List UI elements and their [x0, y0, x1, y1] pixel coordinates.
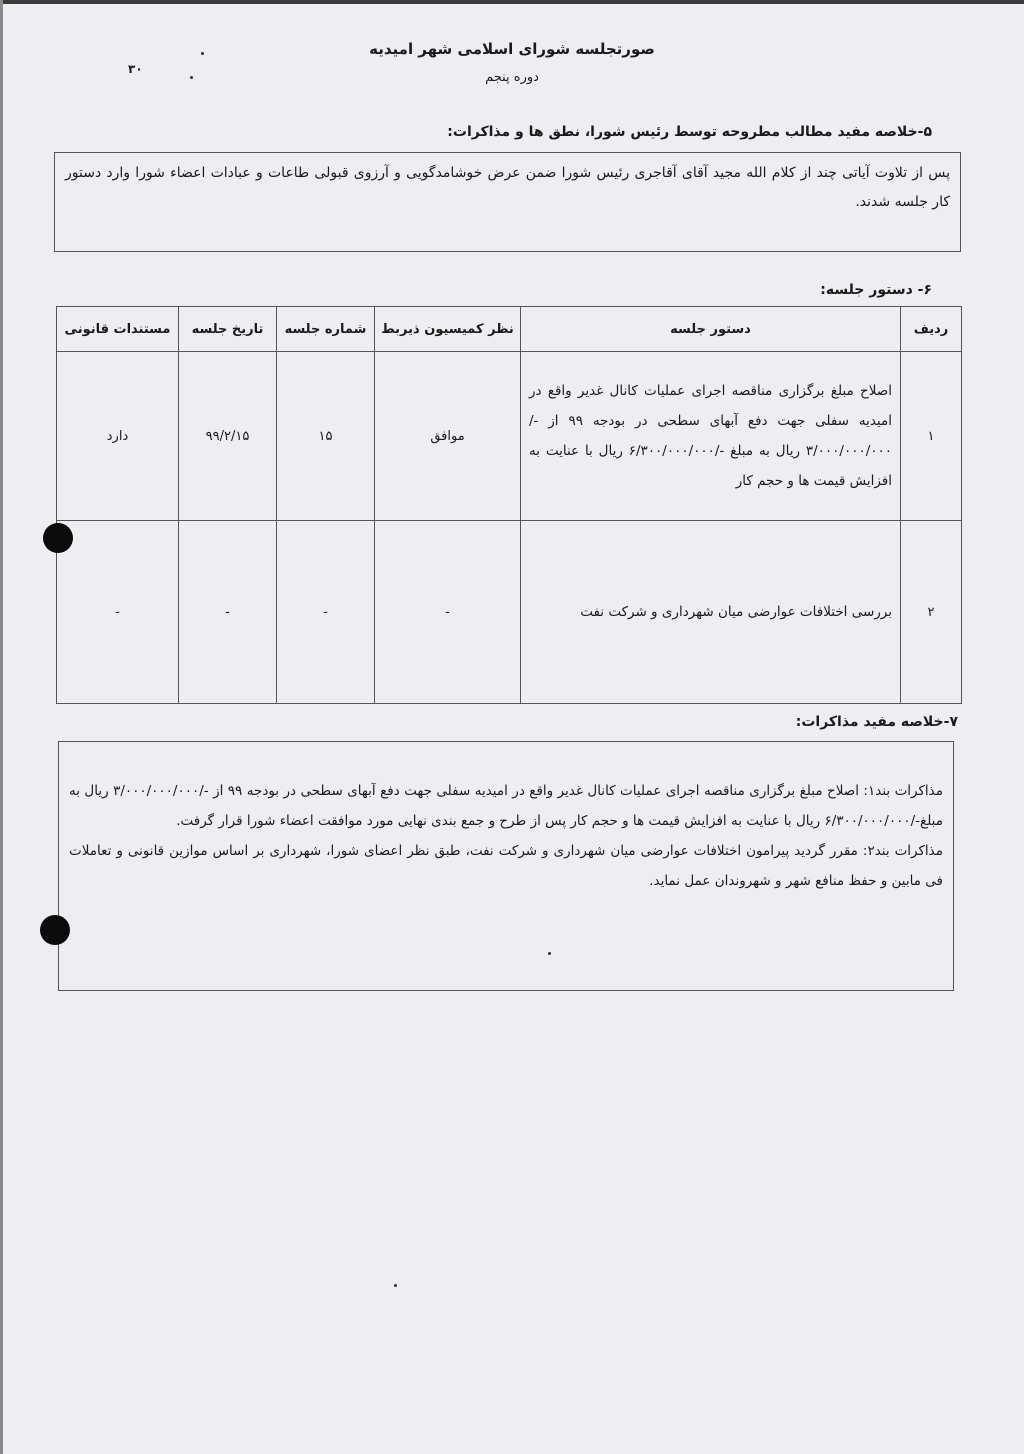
cell-row-number: ۲	[901, 521, 962, 704]
section7-heading: ۷-خلاصه مفید مذاکرات:	[795, 714, 958, 730]
col-header-agenda: دستور جلسه	[521, 307, 901, 352]
cell-session-number: ۱۵	[277, 352, 375, 521]
section6-heading: ۶- دستور جلسه:	[820, 282, 932, 298]
scan-speck	[548, 952, 551, 955]
corner-mark: ۳۰	[128, 62, 143, 76]
cell-legal-docs: دارد	[57, 352, 179, 521]
cell-agenda: اصلاح مبلغ برگزاری مناقصه اجرای عملیات کانال غدیر واقع در امیدیه سفلی جهت دفع آبهای سطحی در بودجه ۹۹ از -/۳/۰۰۰/۰۰۰/۰۰۰ ریال به مبلغ -/۶/۳۰۰/۰۰۰/۰۰۰ ریال با عنایت به افزایش قیمت ها و حجم کار	[521, 352, 901, 521]
col-header-session-date: تاریخ جلسه	[179, 307, 277, 352]
cell-agenda: بررسی اختلافات عوارضی میان شهرداری و شرکت نفت	[521, 521, 901, 704]
col-header-legal-docs: مستندات قانونی	[57, 307, 179, 352]
document-subtitle: دوره پنجم	[485, 70, 539, 85]
cell-session-number: -	[277, 521, 375, 704]
scan-edge-top	[0, 0, 1024, 4]
cell-commission: موافق	[375, 352, 521, 521]
table-row	[57, 521, 962, 704]
discussion-item-1: مذاکرات بند۱: اصلاح مبلغ برگزاری مناقصه اجرای عملیات کانال غدیر واقع در امیدیه سفلی جهت دفع آبهای سطحی در بودجه ۹۹ از -/۳/۰۰۰/۰۰۰/۰۰۰ ریال به مبلغ-/۶/۳۰۰/۰۰۰/۰۰۰ ریال با عنایت به افزایش قیمت ها و حجم کار پس از طرح و جمع بندی نهایی مورد موافقت اعضاء شورا قرار گرفت.	[69, 783, 943, 829]
agenda-table	[56, 306, 962, 704]
cell-row-number: ۱	[901, 352, 962, 521]
cell-session-date: ۹۹/۲/۱۵	[179, 352, 277, 521]
col-header-session-number: شماره جلسه	[277, 307, 375, 352]
punch-hole	[43, 523, 73, 553]
table-row	[57, 352, 962, 521]
section7-box	[58, 741, 954, 991]
discussion-item-2: مذاکرات بند۲: مقرر گردید پیرامون اختلافات عوارضی میان شهرداری و شرکت نفت، طبق نظر اعضای شورا، شهرداری بر اساس موازین قانونی و تعاملات فی مابین و حفظ منافع شهر و شهروندان عمل نماید.	[69, 843, 943, 889]
document-title: صورتجلسه شورای اسلامی شهر امیدیه	[369, 40, 655, 58]
punch-hole	[40, 915, 70, 945]
section5-heading: ۵-خلاصه مفید مطالب مطروحه توسط رئیس شورا، نطق ها و مذاکرات:	[447, 124, 932, 140]
cell-commission: -	[375, 521, 521, 704]
scan-speck	[394, 1284, 397, 1287]
col-header-row-number: ردیف	[901, 307, 962, 352]
cell-legal-docs: -	[57, 521, 179, 704]
table-header-row	[57, 307, 962, 352]
section5-box	[54, 152, 961, 252]
section5-text: پس از تلاوت آیاتی چند از کلام الله مجید آقای آقاجری رئیس شورا ضمن عرض خوشامدگویی و آرزوی قبولی طاعات و عبادات اعضاء شورا وارد دستور کار جلسه شدند.	[65, 165, 950, 210]
scan-edge-left	[0, 0, 3, 1454]
cell-session-date: -	[179, 521, 277, 704]
col-header-commission: نظر کمیسیون ذیربط	[375, 307, 521, 352]
